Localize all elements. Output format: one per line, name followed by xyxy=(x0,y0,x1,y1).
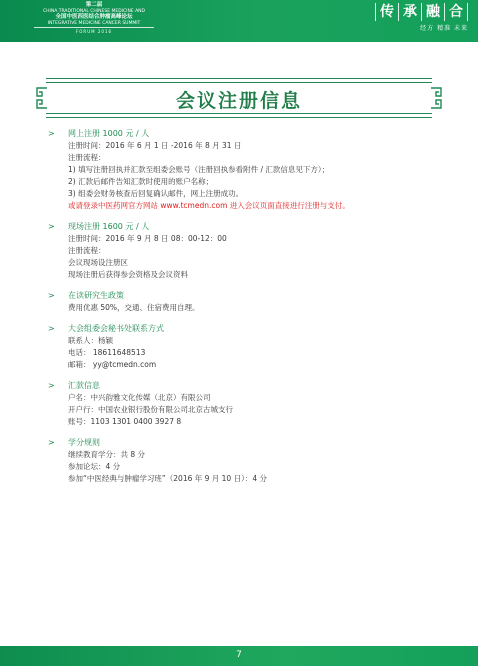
info-line: 费用优惠 50%，交通、住宿费用自理。 xyxy=(68,303,200,312)
slogan-char: 传 xyxy=(375,3,398,21)
chevron-right-icon: > xyxy=(48,291,55,300)
info-line: 继续教育学分：共 8 分 xyxy=(68,450,146,459)
section-title: 大会组委会秘书处联系方式 xyxy=(68,324,164,333)
page-footer xyxy=(0,646,478,666)
page-number: 7 xyxy=(236,650,242,660)
info-line: 1) 填写注册回执并汇款至组委会账号（注册回执参看附件 / 汇款信息见下方）； xyxy=(68,165,330,174)
chevron-right-icon: > xyxy=(48,222,55,231)
section-online-registration xyxy=(50,128,470,212)
slogan-char: 合 xyxy=(444,3,468,21)
info-line: 注册流程： xyxy=(68,153,106,162)
page-header xyxy=(0,0,478,42)
website-note: 或请登录中医药网官方网站 www.tcmedn.com 进入会议页面直接进行注册与支付。 xyxy=(68,201,350,210)
chevron-right-icon: > xyxy=(48,438,55,447)
registration-info xyxy=(50,128,470,485)
info-line: 注册时间：2016 年 6 月 1 日 -2016 年 8 月 31 日 xyxy=(68,141,242,150)
section-title: 网上注册 1000 元 / 人 xyxy=(68,129,150,138)
bank-name: 开户行：中国农业银行股份有限公司北京古城支行 xyxy=(68,405,233,414)
info-line: 参加“中医经典与肿瘤学习班”（2016 年 9 月 10 日）：4 分 xyxy=(68,474,267,483)
contact-phone: 电话： 18611648513 xyxy=(68,348,146,357)
english-name-line2: INTEGRATIVE MEDICINE CANCER SUMMIT xyxy=(47,20,141,26)
summit-logo-text xyxy=(4,2,184,34)
section-title: 在读研究生政策 xyxy=(68,291,124,300)
divider xyxy=(34,27,154,28)
forum-year: FORUM 2016 xyxy=(75,29,113,34)
ornament-corner-icon xyxy=(430,86,444,110)
slogan-char: 融 xyxy=(421,3,444,21)
info-line: 注册时间：2016 年 9 月 8 日 08：00-12：00 xyxy=(68,234,227,243)
account-number: 账号：1103 1301 0400 3927 8 xyxy=(68,417,182,426)
info-line: 2) 汇款后邮件告知汇款时使用的账户名称； xyxy=(68,177,214,186)
chevron-right-icon: > xyxy=(48,381,55,390)
slogan-char: 承 xyxy=(398,3,421,21)
section-title: 汇款信息 xyxy=(68,381,100,390)
info-line: 3) 组委会财务核查后回复确认邮件，网上注册成功。 xyxy=(68,189,244,198)
section-credits xyxy=(50,437,470,485)
section-onsite-registration xyxy=(50,221,470,281)
info-line: 现场注册后获得参会资格及会议资料 xyxy=(68,270,188,279)
contact-name: 联系人：杨颖 xyxy=(68,336,113,345)
info-line: 注册流程： xyxy=(68,246,106,255)
title-banner xyxy=(34,78,444,118)
section-title: 现场注册 1600 元 / 人 xyxy=(68,222,150,231)
section-remittance xyxy=(50,380,470,428)
edition-label: 第二届 xyxy=(85,2,103,8)
section-title: 学分规则 xyxy=(68,438,100,447)
page-title: 会议注册信息 xyxy=(175,90,302,112)
tagline: 经方 精准 未来 xyxy=(420,25,468,32)
chevron-right-icon: > xyxy=(48,324,55,333)
contact-email: 邮箱： yy@tcmedn.com xyxy=(68,360,157,369)
info-line: 会议现场设注册区 xyxy=(68,258,128,267)
chinese-summit-name: 全国中医西医结合肿瘤高峰论坛 xyxy=(55,14,133,20)
english-name-line1: CHINA TRADITIONAL CHINESE MEDICINE AND xyxy=(42,8,146,14)
account-name: 户名：中兴韵雅文化传媒（北京）有限公司 xyxy=(68,393,211,402)
info-line: 参加论坛：4 分 xyxy=(68,462,121,471)
chevron-right-icon: > xyxy=(48,129,55,138)
section-contact xyxy=(50,323,470,371)
section-student-policy xyxy=(50,290,470,314)
slogan-block xyxy=(375,3,468,32)
